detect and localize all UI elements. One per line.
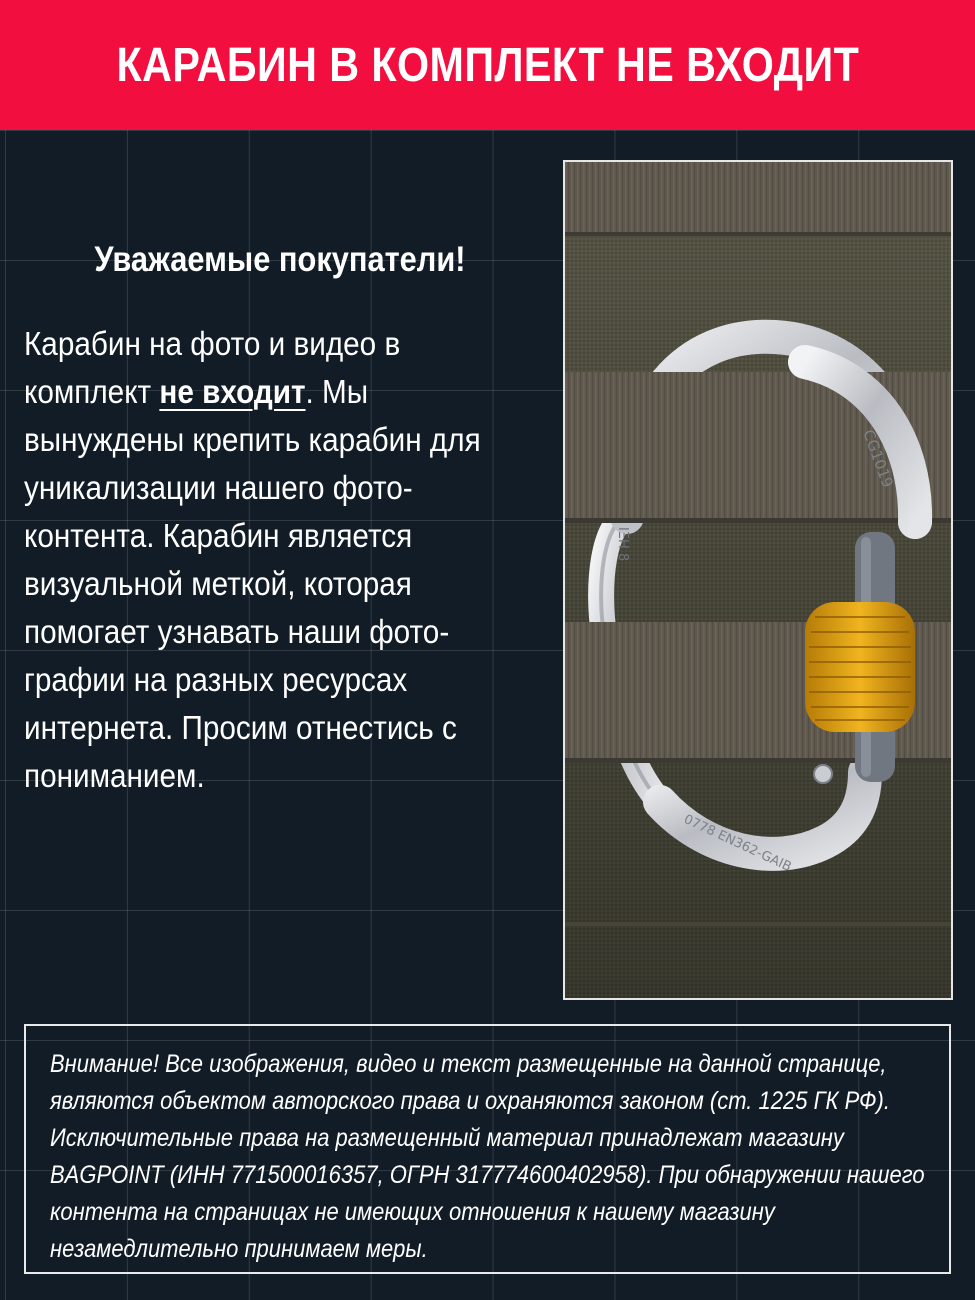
molle-strap-top — [565, 162, 951, 234]
engraving-left: ΙΞΗ 8 — [615, 527, 630, 562]
carabiner-illustration — [565, 162, 951, 998]
copyright-notice — [24, 1024, 951, 1274]
engraving-top: CG1019 — [859, 427, 897, 491]
notice-text-start: Карабин на фото и видео в комплект — [24, 325, 401, 410]
engraving-bottom: 0778 EN362-GAIB — [681, 812, 794, 876]
greeting-heading: Уважаемые покупатели! — [94, 240, 466, 279]
copyright-text: Внимание! Все изображения, видео и текст размещенные на данной странице, являются объектом авторского права и охраняются законом (ст. 1225 ГК РФ). Исключительные права на размещенный материал принадлежат магазину BAGPOINT (ИНН 771500016357, ОГРН 317774600402958). При обнаружении нашего контента на страницах не имеющих отношения к нашему магазину незамедлительно принимаем меры. — [50, 1050, 925, 1263]
header-banner — [0, 0, 975, 130]
notice-emphasis: не входит — [159, 373, 306, 410]
banner-title: КАРАБИН В КОМПЛЕКТ НЕ ВХОДИТ — [116, 38, 859, 92]
notice-paragraph — [24, 320, 528, 800]
screw-lock-nut — [805, 602, 915, 732]
notice-text-end: . Мы вынуждены крепить карабин для уникализации нашего фото-контента. Карабин является визуальной меткой, которая помогает узнавать наши фото-графии на разных ресурсах интернета. Просим отнестись с пониманием. — [24, 373, 481, 794]
carabiner-photo — [563, 160, 953, 1000]
